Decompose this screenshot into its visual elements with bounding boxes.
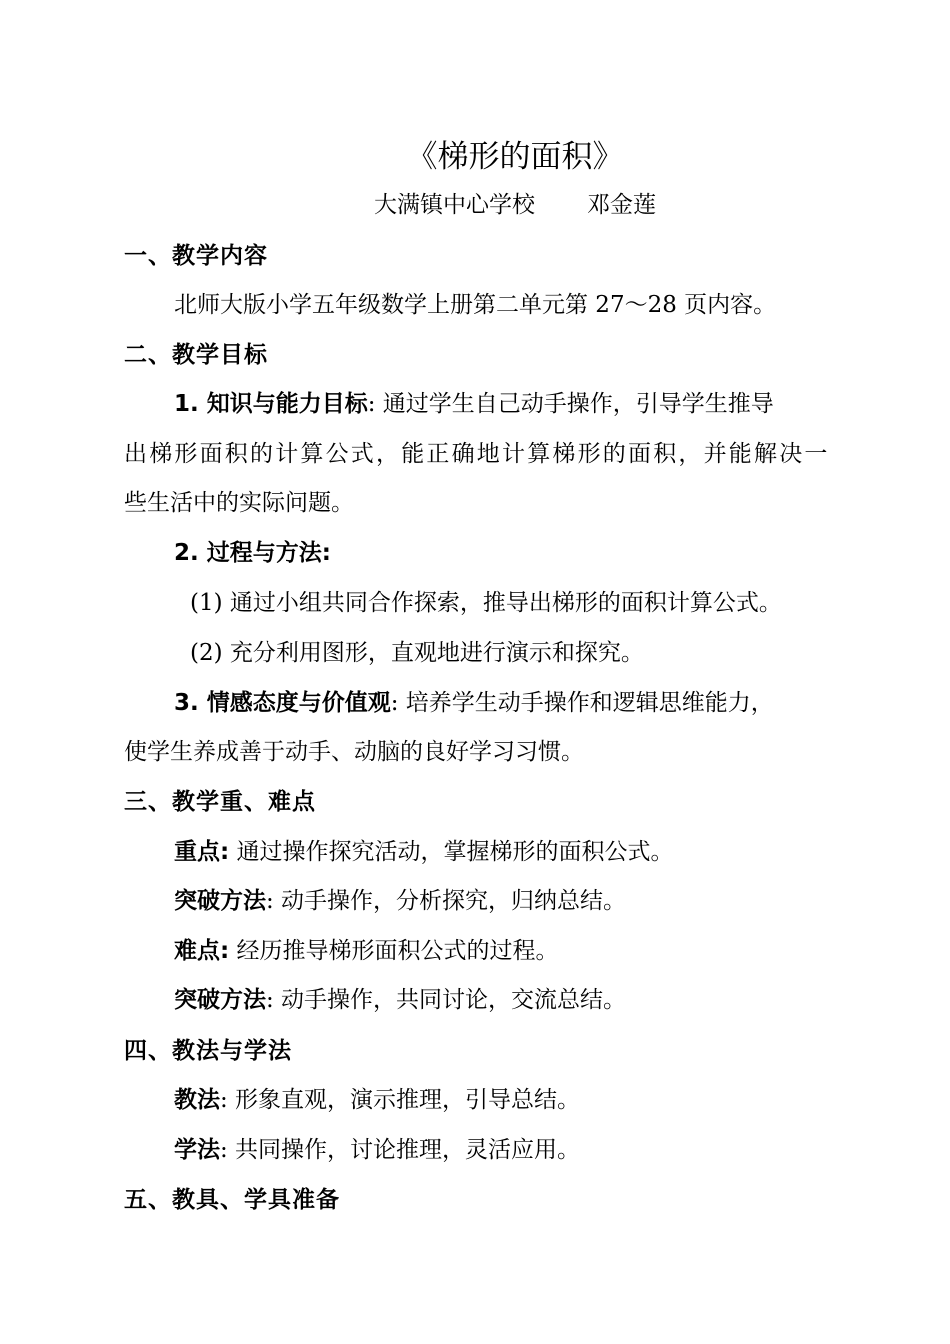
section-heading-objectives: 二、教学目标 xyxy=(124,342,268,368)
author-school: 大满镇中心学校 xyxy=(374,192,535,218)
objective-2-item-1: (1) 通过小组共同合作探索，推导出梯形的面积计算公式。 xyxy=(190,590,782,616)
difficulty-line xyxy=(174,936,890,966)
key-point-label: 重点: xyxy=(174,839,230,865)
objective-3-text: : 培养学生动手操作和逻辑思维能力， xyxy=(390,690,774,716)
teaching-method-line xyxy=(174,1085,890,1115)
teaching-method-label: 教法 xyxy=(174,1087,220,1113)
breakthrough-method-1-text: : 动手操作，分析探究，归纳总结。 xyxy=(266,888,627,914)
objective-2-item-2: (2) 充分利用图形，直观地进行演示和探究。 xyxy=(190,640,644,666)
breakthrough-method-2-line xyxy=(174,985,890,1015)
learning-method-line xyxy=(174,1135,890,1165)
objective-1-line-3: 些生活中的实际问题。 xyxy=(124,490,354,516)
objective-3-label: 3. 情感态度与价值观 xyxy=(174,690,391,716)
objective-3-line-1 xyxy=(174,688,890,718)
breakthrough-method-1-label: 突破方法 xyxy=(174,888,266,914)
breakthrough-method-1-line xyxy=(174,886,890,916)
section-heading-methods: 四、教法与学法 xyxy=(124,1038,292,1064)
difficulty-label: 难点: xyxy=(174,938,230,964)
learning-method-label: 学法 xyxy=(174,1137,220,1163)
objective-1-label: 1. 知识与能力目标 xyxy=(174,391,368,417)
author-name: 邓金莲 xyxy=(587,192,656,218)
section-content-text: 北师大版小学五年级数学上册第二单元第 27～28 页内容。 xyxy=(174,292,777,318)
objective-2-label: 2. 过程与方法: xyxy=(174,540,331,566)
section-heading-key-points: 三、教学重、难点 xyxy=(124,789,316,815)
breakthrough-method-2-text: : 动手操作，共同讨论，交流总结。 xyxy=(266,987,627,1013)
difficulty-text: 经历推导梯形面积公式的过程。 xyxy=(229,938,559,964)
objective-1-text: : 通过学生自己动手操作，引导学生推导 xyxy=(367,391,774,417)
breakthrough-method-2-label: 突破方法 xyxy=(174,987,266,1013)
section-heading-materials: 五、教具、学具准备 xyxy=(124,1187,340,1213)
objective-3-line-2: 使学生养成善于动手、动脑的良好学习习惯。 xyxy=(124,739,584,765)
key-point-text: 通过操作探究活动，掌握梯形的面积公式。 xyxy=(229,839,674,865)
objective-1-line-2: 出梯形面积的计算公式，能正确地计算梯形的面积，并能解决一 xyxy=(124,441,830,467)
teaching-method-text: : 形象直观，演示推理，引导总结。 xyxy=(220,1087,581,1113)
section-heading-content: 一、教学内容 xyxy=(124,243,268,269)
objective-1-line-1 xyxy=(174,389,890,419)
document-title: 《梯形的面积》 xyxy=(406,139,624,175)
learning-method-text: : 共同操作，讨论推理，灵活应用。 xyxy=(220,1137,581,1163)
author-line xyxy=(0,190,950,220)
key-point-line xyxy=(174,837,890,867)
